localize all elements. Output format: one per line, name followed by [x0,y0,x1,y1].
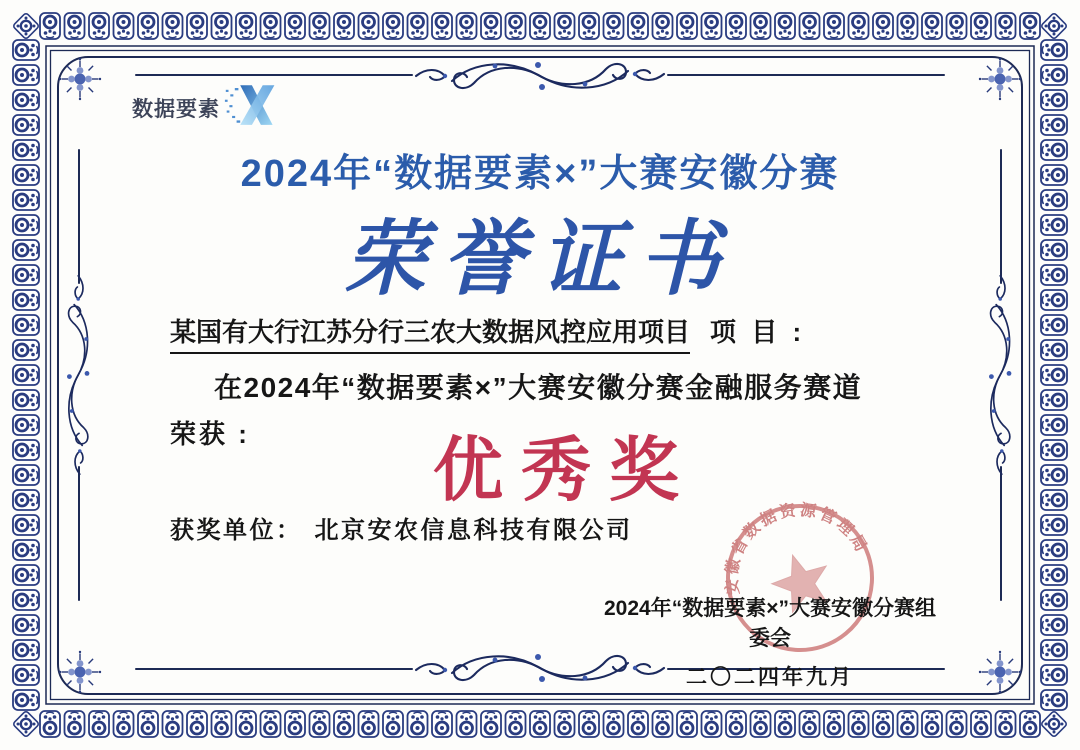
project-name: 某国有大行江苏分行三农大数据风控应用项目 [170,317,690,354]
award-name: 优秀奖 [433,431,697,509]
signature-block [604,592,936,691]
issue-date: 二〇二四年九月 [686,666,854,689]
committee-name: 2024年“数据要素×”大赛安徽分赛组委会 [604,597,936,650]
project-line [170,312,805,349]
data-elements-x-logo-icon [224,82,278,130]
logo-text: 数据要素 [132,98,220,121]
contest-track-name: 金融服务赛道 [685,372,863,403]
contest-title: 2024年“数据要素×”大赛安徽分赛 [240,153,840,195]
winner-label: 获奖单位： [170,517,303,544]
winner-line [170,510,633,545]
logo [132,86,278,130]
project-label: 项 目 : [710,317,806,347]
contest-track-line [214,366,862,406]
certificate-heading: 荣誉证书 [344,211,736,307]
seal-text: 安徽省数据资源管理局 [723,501,871,596]
award-label: 荣获 : [170,419,250,449]
winner-name: 北京安农信息科技有限公司 [314,517,633,544]
contest-track-prefix: 在2024年“数据要素×”大赛安徽分赛 [214,372,686,403]
